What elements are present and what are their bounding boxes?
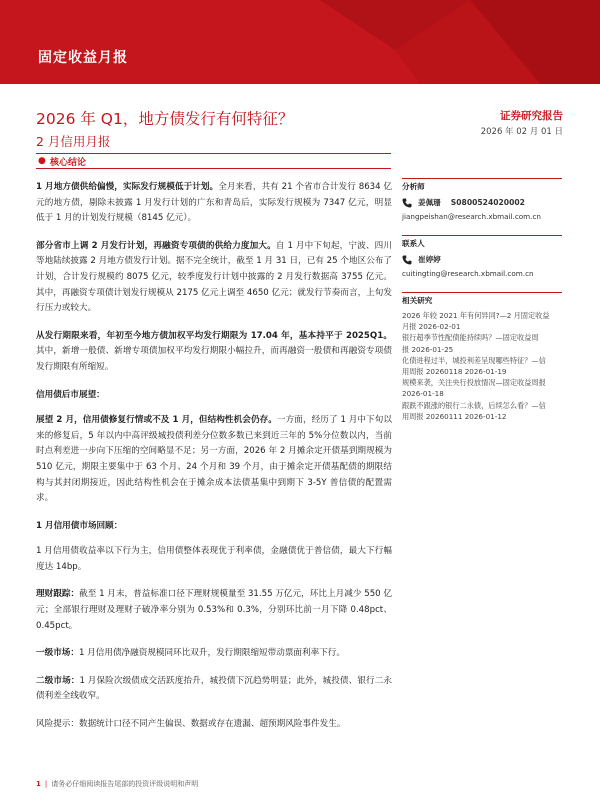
report-type: 证券研究报告 xyxy=(500,110,563,122)
paragraph xyxy=(36,239,392,317)
related-item[interactable]: 2026 年较 2021 年有何异同?—2 月固定收益 xyxy=(402,311,550,320)
related-item[interactable]: 化债进程过半，城投利差呈现哪些特征？—信 xyxy=(402,355,546,365)
key-conclusion-header xyxy=(36,153,391,169)
paragraph-lead: 从发行期限来看，年初至今地方债加权平均发行期限为 17.04 年，基本持平于 2025Q1。 xyxy=(36,330,392,341)
related-heading: 相关研究 xyxy=(402,292,562,306)
page-header xyxy=(0,0,600,84)
contact-name: 崔婷婷 xyxy=(418,255,441,264)
paragraph: 1 月信用债收益率以下行为主，信用债整体表现优于利率债，金融债优于普信债，最大下行幅度达 14bp。 xyxy=(36,546,392,572)
paragraph-text: 自 1 月中下旬起，宁波、四川等地陆续披露 2 月地方债发行计划。据不完全统计，截至 1 月 31 日，已有 25 个地区公布了计划，合计发行规模约 8075 亿元，较季度发行计划中披露的 2 月发行数据高 3755 亿元。其中，再融资专项债计划发行规模从 2175 亿元上调至 4650 亿元；就发行节奏而言，上旬发行压力或较大。 xyxy=(36,240,393,314)
outlook-heading: 信用债后市展望： xyxy=(36,389,105,400)
paragraph xyxy=(36,329,392,376)
footer-separator: | xyxy=(44,780,48,788)
paragraph xyxy=(36,646,392,662)
review-heading: 1 月信用债市场回顾： xyxy=(36,520,123,531)
paragraph-text: 截至 1 月末，普益标准口径下理财规模量至 31.55 万亿元，环比上月减少 550 亿元；全部银行理财及理财子破净率分别为 0.53%和 0.3%，分别环比前一月下降 0.48pct、0.45pct。 xyxy=(36,589,392,631)
paragraph-lead: 一级市场： xyxy=(36,648,79,659)
analyst-heading: 分析师 xyxy=(402,178,562,192)
footer-disclaimer: 请务必仔细阅读报告尾部的投资评级说明和声明 xyxy=(51,780,199,788)
paragraph xyxy=(36,180,392,227)
paragraph-lead: 理财跟踪： xyxy=(36,589,80,600)
paragraph xyxy=(36,413,392,507)
analyst-code: S0800524020002 xyxy=(450,198,525,207)
paragraph-lead: 二级市场： xyxy=(36,675,80,686)
related-item[interactable]: 规模来袭，关注央行投放情况—固定收益周报 xyxy=(402,378,546,388)
page-number: 1 xyxy=(36,780,41,788)
contact-heading: 联系人 xyxy=(402,235,562,249)
bullet-icon: ● xyxy=(38,156,46,166)
sidebar xyxy=(402,178,562,422)
risk-warning: 风险提示：数据统计口径不同产生偏误、数据或存在遗漏、超预期风险事件发生。 xyxy=(36,719,346,730)
report-body xyxy=(36,180,392,745)
contact-row xyxy=(402,254,562,265)
paragraph xyxy=(36,587,392,634)
contact-email[interactable]: cuitingting@research.xbmail.com.cn xyxy=(402,269,534,278)
paragraph-lead: 1 月地方债供给偏慢，实际发行规模低于计划。 xyxy=(36,182,219,192)
paragraph-text: 全月来看，共有 21 个省市合计发行 8634 亿元的地方债，剔除未披露 1 月发行计划的广东和青岛后，实际发行规模为 7347 亿元，明显低于 1 月的计划发行规模（8145 亿元）。 xyxy=(36,182,392,224)
related-item[interactable]: 用周报 20260111 2026-01-12 xyxy=(402,411,507,421)
paragraph-text: 其中，新增一般债、新增专项债加权平均发行期限小幅拉升，而再融资一般债和再融资专项债发行期限有所缩短。 xyxy=(36,346,392,372)
paragraph-text: 1 月信用债净融资规模同环比双升，发行期限缩短带动票面利率下行。 xyxy=(78,648,345,659)
paragraph-text: 1 月保险次级债成交活跃度抬升，城投债下沉趋势明显；此外，城投债、银行二永债利差全线收窄。 xyxy=(36,675,392,702)
paragraph xyxy=(36,674,392,705)
related-item[interactable]: 用周报 20260118 2026-01-19 xyxy=(402,367,507,377)
report-date: 2026 年 02 月 01 日 xyxy=(480,127,563,137)
related-item[interactable]: 银行超季节性配债能持续吗？—固定收益周 xyxy=(402,333,539,343)
header-decoration xyxy=(0,0,600,84)
related-item[interactable]: 月报 2026-02-01 xyxy=(402,322,461,332)
report-subtitle: 2 月信用月报 xyxy=(36,134,111,149)
phone-icon xyxy=(402,198,412,208)
analyst-name: 姜佩珊 xyxy=(418,198,441,207)
paragraph-lead: 展望 2 月，信用债修复行情或不及 1 月，但结构性机会仍存。 xyxy=(36,415,277,426)
header-title: 固定收益月报 xyxy=(38,50,128,66)
report-title: 2026 年 Q1，地方债发行有何特征？ xyxy=(36,110,294,128)
paragraph-lead: 部分省市上调 2 月发行计划，再融资专项债的供给力度加大。 xyxy=(36,240,276,251)
related-list xyxy=(402,310,562,422)
related-item[interactable]: 跟跌不跟涨的银行二永债，后续怎么看？—信 xyxy=(402,400,546,410)
related-item[interactable]: 报 2026-01-25 xyxy=(402,344,454,354)
paragraph-text: 一方面，经历了 1 月中下旬以来的修复后，5 年以内中高评级城投债利差分位数多数已来到近三年的 5%分位数以内，当前时点利差进一步向下压缩的空间略显不足；另一方面，2026 年 2 月摊余定开债基到期规模为 510 亿元，期限主要集中于 63 个月、24 个月和 39 个月，由于摊余定开债基配债的期限结构与其封闭期接近，因此结构性机会在于摊余成本法债基集中到期下 3-5Y 普信债的配置需求。 xyxy=(36,415,392,504)
key-conclusion-label: 核心结论 xyxy=(50,158,87,168)
analyst-row xyxy=(402,197,562,208)
related-item[interactable]: 2026-01-18 xyxy=(402,389,444,399)
analyst-email[interactable]: jiangpeishan@research.xbmail.com.cn xyxy=(402,212,541,221)
phone-icon xyxy=(402,255,412,265)
page-footer xyxy=(36,779,564,789)
